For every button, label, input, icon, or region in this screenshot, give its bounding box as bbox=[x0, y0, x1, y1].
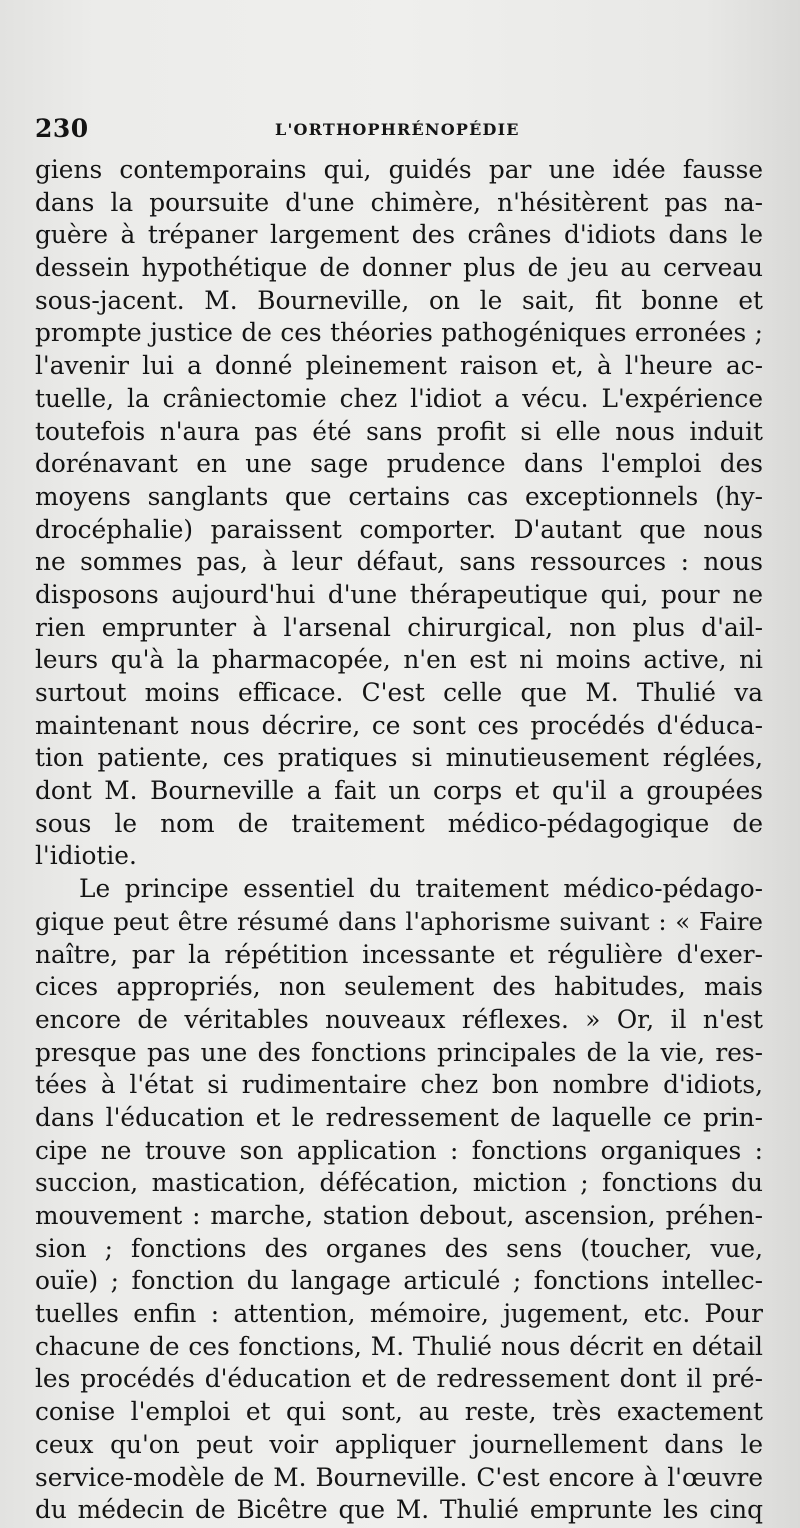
text-line: du médecin de Bicêtre que M. Thulié emprunte les cinq bbox=[35, 1495, 763, 1525]
text-line: succion, mastication, défécation, miction ; fonctions du bbox=[35, 1168, 763, 1198]
text-line: disposons aujourd'hui d'une thérapeutique qui, pour ne bbox=[35, 579, 763, 609]
text-line: dans la poursuite d'une chimère, n'hésitèrent pas na- bbox=[35, 187, 763, 217]
text-line: dont M. Bourneville a fait un corps et qu'il a groupées bbox=[35, 776, 763, 806]
text-line: Le principe essentiel du traitement médico-pédago- bbox=[79, 874, 763, 904]
text-line: tuelle, la crâniectomie chez l'idiot a vécu. L'expérience bbox=[35, 383, 763, 413]
text-line: ne sommes pas, à leur défaut, sans ressources : nous bbox=[35, 547, 763, 577]
text-line: les procédés d'éducation et de redressement dont il pré- bbox=[35, 1364, 763, 1394]
text-line: presque pas une des fonctions principales de la vie, res- bbox=[35, 1037, 763, 1067]
text-line: l'idiotie. bbox=[35, 841, 137, 871]
text-line: sion ; fonctions des organes des sens (toucher, vue, bbox=[35, 1233, 763, 1263]
text-line: conise l'emploi et qui sont, au reste, très exactement bbox=[35, 1397, 763, 1427]
text-line: tées à l'état si rudimentaire chez bon nombre d'idiots, bbox=[35, 1070, 763, 1100]
text-line: chacune de ces fonctions, M. Thulié nous décrit en détail bbox=[35, 1331, 763, 1361]
text-line: cipe ne trouve son application : fonctions organiques : bbox=[35, 1135, 763, 1165]
text-line: encore de véritables nouveaux réflexes. » Or, il n'est bbox=[35, 1004, 763, 1034]
body-text bbox=[35, 154, 763, 1527]
page-number: 230 bbox=[35, 114, 89, 143]
text-line: moyens sanglants que certains cas exceptionnels (hy- bbox=[35, 481, 763, 511]
text-line: giens contemporains qui, guidés par une idée fausse bbox=[35, 155, 763, 184]
text-line: l'avenir lui a donné pleinement raison et, à l'heure ac- bbox=[35, 351, 763, 381]
text-line: service-modèle de M. Bourneville. C'est encore à l'œuvre bbox=[35, 1462, 763, 1492]
text-line: rien emprunter à l'arsenal chirurgical, non plus d'ail- bbox=[35, 612, 763, 642]
text-line: toutefois n'aura pas été sans profit si elle nous induit bbox=[35, 416, 763, 446]
running-title: L'ORTHOPHRÉNOPÉDIE bbox=[275, 120, 520, 139]
text-line: leurs qu'à la pharmacopée, n'en est ni moins active, ni bbox=[35, 645, 763, 675]
text-line: naître, par la répétition incessante et régulière d'exer- bbox=[35, 939, 763, 969]
text-line: gique peut être résumé dans l'aphorisme suivant : « Faire bbox=[35, 906, 763, 936]
text-line: tion patiente, ces pratiques si minutieusement réglées, bbox=[35, 743, 763, 773]
text-line: ceux qu'on peut voir appliquer journellement dans le bbox=[35, 1429, 763, 1459]
text-line: mouvement : marche, station debout, ascension, préhen- bbox=[35, 1201, 763, 1230]
text-line: tuelles enfin : attention, mémoire, jugement, etc. Pour bbox=[35, 1299, 763, 1329]
text-line: dans l'éducation et le redressement de laquelle ce prin- bbox=[35, 1102, 763, 1132]
text-line: dorénavant en une sage prudence dans l'emploi des bbox=[35, 449, 763, 479]
text-line: ouïe) ; fonction du langage articulé ; fonctions intellec- bbox=[35, 1266, 763, 1296]
text-line: guère à trépaner largement des crânes d'idiots dans le bbox=[35, 220, 763, 250]
text-line: drocéphalie) paraissent comporter. D'autant que nous bbox=[35, 514, 763, 544]
text-line: surtout moins efficace. C'est celle que M. Thulié va bbox=[35, 678, 763, 707]
text-line: sous-jacent. M. Bourneville, on le sait, fit bonne et bbox=[35, 285, 763, 315]
text-line: sous le nom de traitement médico-pédagogique de bbox=[35, 808, 763, 838]
text-line: cices appropriés, non seulement des habitudes, mais bbox=[35, 972, 763, 1002]
text-line: dessein hypothétique de donner plus de jeu au cerveau bbox=[35, 253, 763, 283]
page-header bbox=[35, 114, 757, 150]
text-line: maintenant nous décrire, ce sont ces procédés d'éduca- bbox=[35, 710, 763, 740]
text-line: prompte justice de ces théories pathogéniques erronées ; bbox=[35, 318, 763, 348]
